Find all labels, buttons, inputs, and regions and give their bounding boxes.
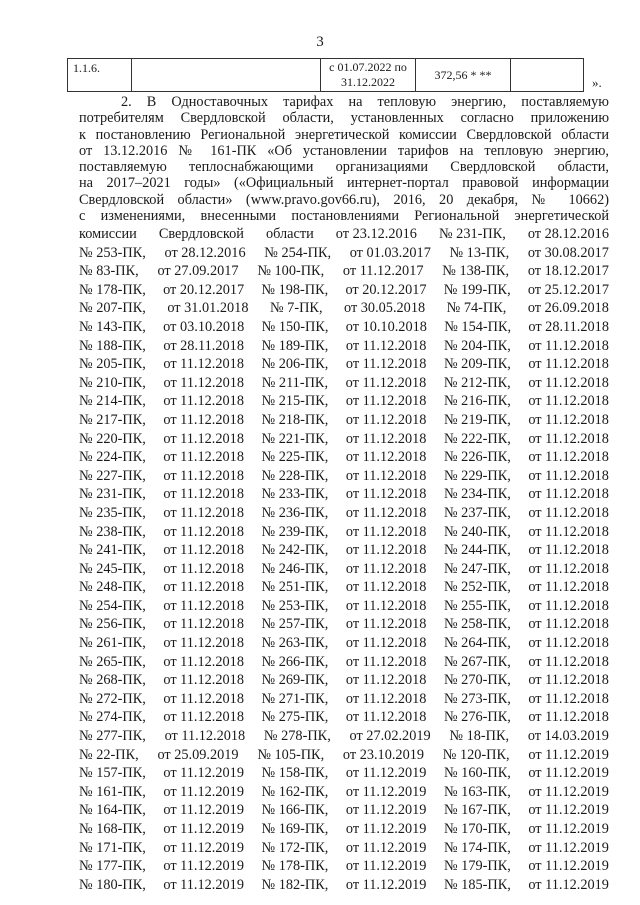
list-cell: от 27.02.2019: [349, 728, 431, 745]
list-cell: от 11.12.2018: [528, 690, 609, 707]
list-cell: от 11.12.2018: [345, 467, 427, 484]
list-cell: № 245-ПК,: [79, 560, 146, 577]
list-cell: № 18-ПК,: [449, 728, 510, 745]
list-cell: № 157-ПК,: [79, 765, 146, 782]
list-cell: № 214-ПК,: [79, 393, 146, 410]
list-item: [79, 411, 609, 430]
list-cell: № 83-ПК,: [79, 263, 139, 280]
list-cell: № 198-ПК,: [261, 281, 329, 298]
closing-quote: ».: [592, 75, 602, 90]
list-item: [79, 448, 609, 467]
list-cell: № 150-ПК,: [261, 318, 329, 335]
list-cell: № 231-ПК,: [79, 486, 146, 503]
list-cell: № 220-ПК,: [79, 430, 146, 447]
list-cell: № 271-ПК,: [261, 690, 329, 707]
list-cell: от 11.12.2019: [345, 876, 427, 893]
list-cell: № 221-ПК,: [261, 430, 329, 447]
list-cell: от 11.12.2018: [345, 430, 427, 447]
list-cell: № 278-ПК,: [263, 728, 331, 745]
list-item: [79, 634, 609, 653]
list-cell: № 100-ПК,: [257, 263, 325, 280]
list-item: [79, 578, 609, 597]
list-cell: от 25.09.2019: [157, 746, 239, 763]
list-cell: № 231-ПК,: [438, 226, 506, 242]
list-cell: от 11.12.2018: [528, 356, 609, 373]
list-cell: от 28.11.2018: [528, 318, 609, 335]
list-cell: от 11.12.2018: [163, 430, 244, 447]
list-cell: № 185-ПК,: [443, 876, 511, 893]
list-cell: № 261-ПК,: [79, 635, 146, 652]
row-number: 1.1.6.: [73, 61, 100, 75]
list-cell: от 11.12.2018: [345, 523, 427, 540]
list-cell: от 11.12.2018: [163, 616, 244, 633]
list-cell: от 23.12.2016: [335, 226, 417, 242]
list-cell: от 11.12.2018: [345, 356, 427, 373]
list-cell: № 168-ПК,: [79, 821, 146, 837]
list-cell: № 266-ПК,: [261, 653, 329, 670]
list-cell: от 11.12.2018: [528, 597, 609, 614]
list-cell: от 11.12.2018: [528, 337, 609, 354]
empty-cell: [132, 59, 321, 92]
list-cell: № 74-ПК,: [446, 300, 507, 317]
list-item: [79, 876, 609, 895]
list-cell: № 161-ПК,: [79, 783, 146, 800]
list-cell: от 11.12.2019: [528, 765, 609, 782]
list-cell: от 11.12.2018: [528, 672, 609, 689]
list-cell: № 274-ПК,: [79, 709, 146, 726]
list-item: [79, 355, 609, 374]
list-cell: № 172-ПК,: [261, 839, 329, 856]
tariff-value-cell: 372,56 * **: [416, 59, 511, 92]
list-cell: № 253-ПК,: [79, 244, 146, 261]
list-cell: № 258-ПК,: [443, 616, 511, 633]
list-cell: № 218-ПК,: [261, 411, 329, 428]
list-cell: от 30.05.2018: [344, 300, 426, 317]
paragraph-line: к постановлению Региональной энергетической комиссии Свердловской области: [79, 126, 609, 143]
list-cell: от 11.12.2018: [345, 616, 427, 633]
list-cell: от 27.09.2017: [157, 263, 239, 280]
list-cell: от 11.12.2018: [163, 542, 244, 559]
list-cell: от 11.12.2018: [528, 486, 609, 503]
list-cell: № 216-ПК,: [443, 393, 511, 410]
list-cell: от 11.12.2019: [528, 876, 609, 893]
list-item: [79, 523, 609, 542]
list-item: [79, 801, 609, 820]
list-cell: № 233-ПК,: [261, 486, 329, 503]
list-cell: № 273-ПК,: [443, 690, 511, 707]
list-cell: от 11.12.2019: [345, 839, 427, 856]
list-cell: от 11.12.2018: [163, 560, 244, 577]
list-cell: от 11.12.2019: [528, 746, 609, 763]
list-cell: от 11.12.2018: [163, 523, 244, 540]
list-cell: № 254-ПК,: [264, 244, 332, 261]
list-cell: от 11.12.2018: [163, 374, 245, 391]
row-number-cell: [68, 59, 132, 92]
paragraph-line: с изменениями, внесенными постановлениями Региональной энергетической: [79, 208, 609, 225]
table-row: [68, 59, 584, 92]
list-cell: № 217-ПК,: [79, 411, 146, 428]
list-item: [79, 671, 609, 690]
list-cell: от 11.12.2019: [163, 802, 244, 819]
list-cell: от 11.12.2018: [345, 542, 427, 559]
list-cell: от 11.12.2019: [345, 783, 427, 800]
list-cell: № 179-ПК,: [443, 858, 511, 875]
list-item: [79, 374, 609, 393]
list-cell: № 246-ПК,: [261, 560, 329, 577]
list-cell: № 268-ПК,: [79, 672, 146, 689]
paragraph-line: на 2017–2021 годы» («Официальный интернет-портал правовой информации: [79, 175, 609, 192]
list-cell: № 244-ПК,: [443, 542, 511, 559]
list-item: [79, 318, 609, 337]
list-item: [79, 430, 609, 449]
list-cell: от 11.12.2018: [164, 728, 246, 745]
list-item: [79, 262, 609, 281]
list-cell: № 120-ПК,: [442, 746, 510, 763]
list-cell: № 209-ПК,: [443, 356, 511, 373]
list-cell: № 105-ПК,: [257, 746, 325, 763]
list-cell: от 11.12.2018: [528, 449, 609, 466]
list-item: [79, 820, 609, 839]
list-cell: от 11.12.2018: [528, 504, 609, 521]
list-cell: № 166-ПК,: [261, 802, 329, 819]
list-cell: № 227-ПК,: [79, 467, 146, 484]
list-cell: № 154-ПК,: [444, 318, 512, 335]
list-cell: от 11.12.2019: [528, 858, 609, 875]
list-cell: № 188-ПК,: [79, 337, 146, 354]
list-item: [79, 560, 609, 579]
list-item: [79, 727, 609, 746]
list-cell: от 03.10.2018: [163, 318, 245, 335]
list-cell: № 240-ПК,: [443, 523, 511, 540]
list-cell: от 11.12.2018: [345, 597, 427, 614]
list-cell: № 210-ПК,: [79, 374, 146, 391]
list-item: [79, 337, 609, 356]
list-item: [79, 244, 609, 263]
list-cell: от 11.12.2019: [528, 802, 609, 819]
list-cell: от 11.12.2018: [345, 635, 427, 652]
list-cell: № 170-ПК,: [443, 821, 511, 837]
list-cell: от 31.01.2018: [167, 300, 249, 317]
list-cell: № 189-ПК,: [261, 337, 329, 354]
period-end: 31.12.2022: [341, 75, 395, 89]
list-cell: от 11.12.2018: [163, 411, 244, 428]
period-cell: [321, 59, 416, 92]
list-cell: № 224-ПК,: [79, 449, 146, 466]
list-item: [79, 281, 609, 300]
list-cell: № 263-ПК,: [261, 635, 329, 652]
list-cell: от 11.12.2018: [528, 709, 609, 726]
list-cell: от 11.12.2018: [528, 523, 609, 540]
list-cell: № 264-ПК,: [443, 635, 511, 652]
list-cell: от 11.12.2018: [163, 635, 244, 652]
list-cell: № 267-ПК,: [443, 653, 511, 670]
list-cell: № 248-ПК,: [79, 579, 146, 596]
list-cell: от 25.12.2017: [527, 281, 609, 298]
list-cell: № 276-ПК,: [443, 709, 511, 726]
list-cell: от 11.12.2019: [345, 765, 427, 782]
list-cell: № 13-ПК,: [449, 244, 510, 261]
list-item: [79, 299, 609, 318]
list-cell: № 251-ПК,: [261, 579, 329, 596]
list-cell: Свердловской: [158, 226, 244, 242]
list-cell: от 11.12.2018: [345, 486, 427, 503]
list-cell: от 11.12.2018: [163, 672, 244, 689]
list-cell: от 26.09.2018: [527, 300, 609, 317]
list-cell: № 235-ПК,: [79, 504, 146, 521]
list-cell: № 211-ПК,: [261, 374, 329, 391]
list-cell: от 18.12.2017: [527, 263, 609, 280]
list-cell: от 11.12.2018: [528, 467, 609, 484]
list-cell: от 11.12.2018: [163, 597, 244, 614]
list-cell: № 207-ПК,: [79, 300, 146, 317]
list-cell: № 180-ПК,: [79, 876, 146, 893]
list-cell: от 11.12.2018: [163, 690, 244, 707]
list-cell: № 143-ПК,: [79, 318, 146, 335]
list-cell: от 11.12.2019: [345, 858, 427, 875]
list-cell: от 11.12.2018: [345, 672, 427, 689]
paragraph-line: потребителям Свердловской области, установленных согласно приложению: [79, 110, 609, 127]
list-cell: № 163-ПК,: [443, 783, 511, 800]
list-item: [79, 746, 609, 765]
list-cell: № 182-ПК,: [261, 876, 329, 893]
list-cell: от 11.12.2019: [163, 765, 244, 782]
list-cell: от 11.12.2018: [345, 709, 427, 726]
list-cell: № 237-ПК,: [443, 504, 511, 521]
list-cell: № 162-ПК,: [261, 783, 329, 800]
list-item: [79, 597, 609, 616]
list-item: [79, 504, 609, 523]
list-cell: № 265-ПК,: [79, 653, 146, 670]
list-cell: комиссии: [79, 226, 137, 242]
list-cell: № 205-ПК,: [79, 356, 146, 373]
list-cell: от 11.12.2018: [163, 579, 244, 596]
list-item: [79, 839, 609, 858]
list-cell: от 11.12.2018: [345, 374, 427, 391]
paragraph-line: Свердловской области» (www.pravo.gov66.ru), 2016, 20 декабря, № 10662): [79, 191, 609, 208]
list-cell: от 30.08.2017: [527, 244, 609, 261]
tariff-table: [67, 58, 584, 92]
list-item: [79, 653, 609, 672]
list-cell: № 177-ПК,: [79, 858, 146, 875]
period-start: с 01.07.2022 по: [329, 60, 407, 74]
list-cell: от 11.12.2017: [342, 263, 424, 280]
list-cell: от 11.12.2018: [345, 690, 427, 707]
list-cell: № 178-ПК,: [79, 281, 146, 298]
list-item: [79, 764, 609, 783]
list-cell: № 229-ПК,: [443, 467, 511, 484]
list-cell: № 236-ПК,: [261, 504, 329, 521]
paragraph-line: от 13.12.2016 № 161-ПК «Об установлении тарифов на тепловую энергию,: [79, 142, 609, 159]
list-cell: от 10.10.2018: [345, 318, 427, 335]
list-cell: от 11.12.2018: [163, 709, 244, 726]
list-cell: от 11.12.2018: [345, 579, 427, 596]
list-cell: № 164-ПК,: [79, 802, 146, 819]
list-cell: № 158-ПК,: [261, 765, 329, 782]
list-cell: от 11.12.2018: [528, 616, 609, 633]
list-cell: от 11.12.2018: [163, 504, 244, 521]
list-cell: от 11.12.2019: [528, 821, 609, 837]
list-cell: № 239-ПК,: [261, 523, 329, 540]
list-item: [79, 615, 609, 634]
list-cell: № 22-ПК,: [79, 746, 139, 763]
list-cell: № 7-ПК,: [269, 300, 323, 317]
list-cell: № 215-ПК,: [261, 393, 329, 410]
list-cell: области: [265, 226, 314, 242]
list-cell: от 11.12.2019: [163, 783, 244, 800]
list-cell: от 11.12.2018: [345, 449, 427, 466]
list-cell: от 11.12.2019: [528, 839, 609, 856]
list-cell: № 167-ПК,: [443, 802, 511, 819]
list-cell: № 206-ПК,: [261, 356, 329, 373]
page-number: 3: [316, 34, 324, 50]
list-cell: от 01.03.2017: [349, 244, 431, 261]
list-cell: от 20.12.2017: [163, 281, 245, 298]
list-cell: № 234-ПК,: [443, 486, 511, 503]
list-item: [79, 690, 609, 709]
list-cell: от 11.12.2018: [528, 411, 609, 428]
list-cell: от 11.12.2018: [345, 337, 427, 354]
list-item: [79, 541, 609, 560]
list-cell: № 204-ПК,: [443, 337, 511, 354]
list-cell: № 138-ПК,: [442, 263, 510, 280]
list-cell: № 219-ПК,: [443, 411, 511, 428]
list-cell: от 11.12.2019: [163, 839, 244, 856]
list-cell: от 11.12.2018: [345, 504, 427, 521]
list-item: [79, 857, 609, 876]
list-cell: от 11.12.2018: [163, 467, 244, 484]
paragraph: [79, 94, 609, 224]
list-cell: от 11.12.2018: [528, 430, 609, 447]
list-cell: № 247-ПК,: [443, 560, 511, 577]
list-cell: № 174-ПК,: [443, 839, 511, 856]
list-cell: от 14.03.2019: [527, 728, 609, 745]
list-cell: от 28.11.2018: [163, 337, 244, 354]
list-cell: от 11.12.2018: [345, 560, 427, 577]
list-cell: № 272-ПК,: [79, 690, 146, 707]
resolution-list: [79, 225, 609, 894]
list-cell: № 253-ПК,: [261, 597, 329, 614]
list-cell: № 270-ПК,: [443, 672, 511, 689]
list-cell: № 238-ПК,: [79, 523, 146, 540]
list-cell: от 11.12.2019: [528, 783, 609, 800]
list-item: [79, 467, 609, 486]
list-cell: № 225-ПК,: [261, 449, 329, 466]
list-cell: от 11.12.2019: [163, 821, 244, 837]
list-item: [79, 225, 609, 244]
list-cell: № 226-ПК,: [443, 449, 511, 466]
list-cell: от 11.12.2018: [345, 653, 427, 670]
paragraph-line: 2. В Одноставочных тарифах на тепловую энергию, поставляемую: [121, 94, 609, 110]
list-item: [79, 485, 609, 504]
list-cell: от 11.12.2018: [528, 374, 609, 391]
list-cell: № 277-ПК,: [79, 728, 146, 745]
list-cell: от 11.12.2018: [528, 579, 609, 596]
list-cell: № 255-ПК,: [443, 597, 511, 614]
list-cell: № 169-ПК,: [261, 821, 329, 837]
list-cell: № 171-ПК,: [79, 839, 146, 856]
list-item: [79, 708, 609, 727]
list-cell: от 11.12.2018: [163, 653, 244, 670]
list-cell: от 11.12.2018: [345, 393, 427, 410]
list-cell: № 269-ПК,: [261, 672, 329, 689]
list-cell: от 11.12.2018: [528, 393, 609, 410]
list-cell: № 242-ПК,: [261, 542, 329, 559]
list-cell: от 11.12.2018: [528, 542, 609, 559]
list-cell: от 11.12.2019: [345, 802, 427, 819]
list-cell: № 252-ПК,: [443, 579, 511, 596]
list-cell: от 23.10.2019: [342, 746, 425, 763]
list-cell: от 20.12.2017: [345, 281, 427, 298]
list-cell: № 222-ПК,: [443, 430, 511, 447]
list-cell: от 11.12.2018: [528, 560, 609, 577]
list-cell: от 28.12.2016: [527, 226, 609, 242]
list-cell: от 28.12.2016: [164, 244, 246, 261]
list-cell: от 11.12.2018: [163, 449, 244, 466]
list-cell: от 11.12.2019: [163, 858, 244, 875]
list-cell: от 11.12.2018: [345, 411, 427, 428]
list-cell: от 11.12.2019: [163, 876, 244, 893]
list-cell: № 228-ПК,: [261, 467, 329, 484]
list-cell: № 199-ПК,: [443, 281, 511, 298]
list-cell: от 11.12.2018: [163, 393, 244, 410]
list-cell: № 241-ПК,: [79, 542, 146, 559]
list-item: [79, 392, 609, 411]
list-cell: № 257-ПК,: [261, 616, 329, 633]
list-cell: от 11.12.2018: [163, 356, 244, 373]
list-cell: № 212-ПК,: [443, 374, 511, 391]
list-cell: от 11.12.2018: [163, 486, 244, 503]
list-cell: от 11.12.2019: [345, 821, 427, 837]
paragraph-line: поставляемую теплоснабжающими организациями Свердловской области,: [79, 159, 609, 176]
list-cell: № 275-ПК,: [261, 709, 329, 726]
list-cell: от 11.12.2018: [528, 635, 609, 652]
list-cell: № 256-ПК,: [79, 616, 146, 633]
empty-cell-2: [511, 59, 584, 92]
list-item: [79, 783, 609, 802]
list-cell: № 178-ПК,: [261, 858, 329, 875]
list-cell: № 160-ПК,: [443, 765, 511, 782]
list-cell: от 11.12.2018: [528, 653, 609, 670]
list-cell: № 254-ПК,: [79, 597, 146, 614]
